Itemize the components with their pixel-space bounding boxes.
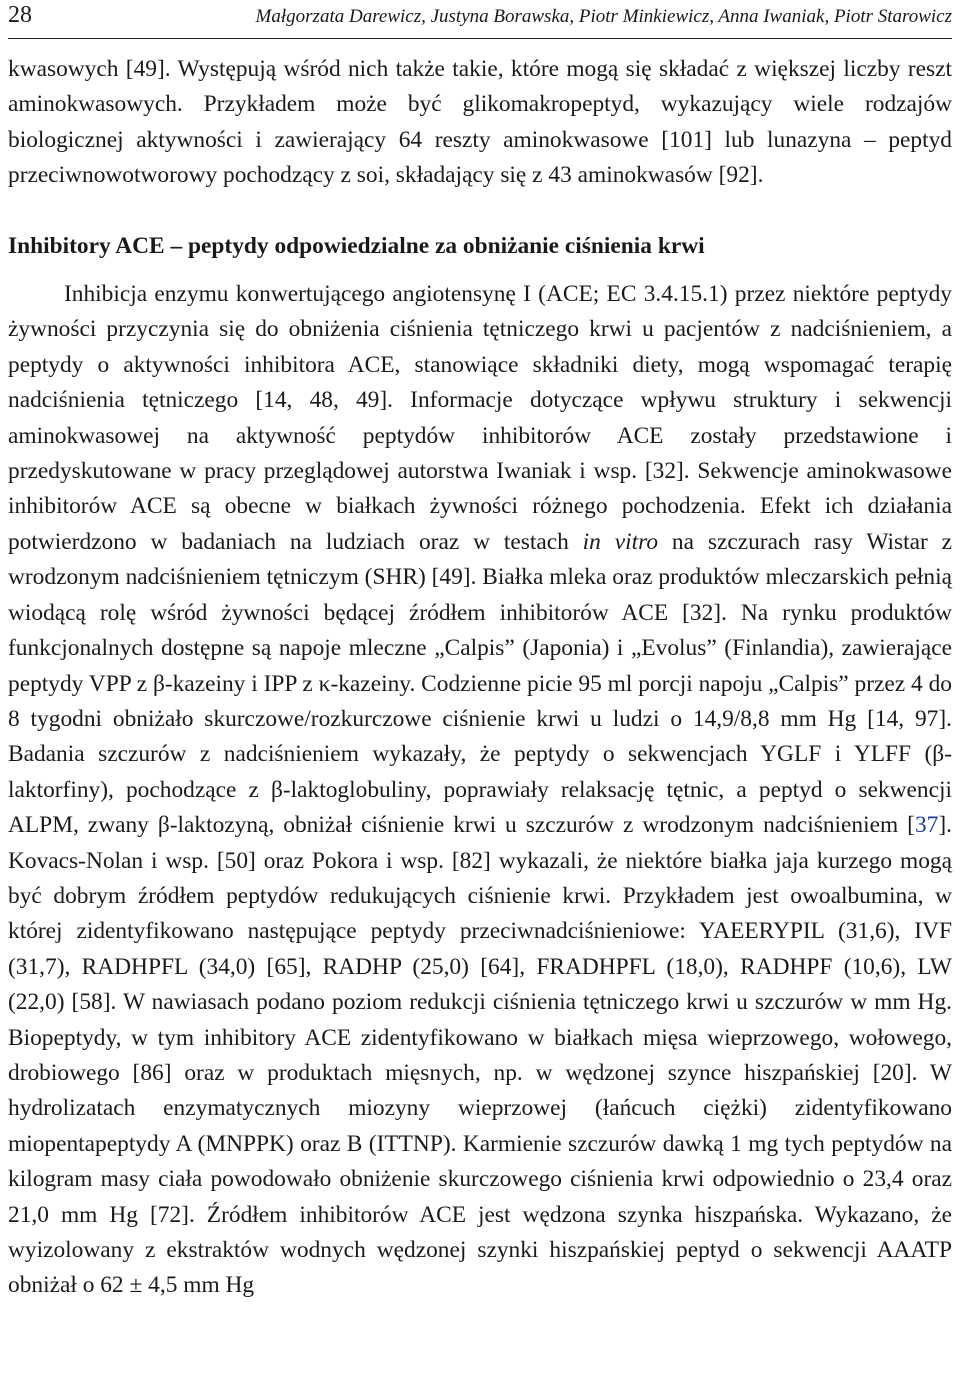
paragraph-text-part3: ]. Kovacs-Nolan i wsp. [50] oraz Pokora i wsp. [82] wykazali, że niektóre białka jaja kurzego mogą być dobrym źródłem peptydów redukujących ciśnienie krwi. Przykładem jest owoalbumina, w której zidentyfikowano następujące peptydy przeciwnadciśnieniowe: YAEERYPIL (31,6), IVF (31,7), RADHPFL (34,0) [65], RADHP (25,0) [64], FRADHPFL (18,0), RADHPF (10,6), LW (22,0) [58]. W nawiasach podano poziom redukcji ciśnienia tętniczego krwi u szczurów w mm Hg. Biopeptydy, w tym inhibitory ACE zidentyfikowano w białkach mięsa wieprzowego, wołowego, drobiowego [86] oraz w produktach mięsnych, np. w wędzonej szynce hiszpańskiej [20]. W hydrolizatach enzymatycznych miozyny wieprzowej (łańcuch ciężki) zidentyfikowano miopentapeptydy A (MNPPK) oraz B (ITTNP). Karmienie szczurów dawką 1 mg tych peptydów na kilogram masy ciała powodowało obniżenie skurczowego ciśnienia krwi odpowiednio o 23,4 oraz 21,0 mm Hg [72]. Źródłem inhibitorów ACE jest wędzona szynka hiszpańska. Wykazano, że wyizolowany z ekstraktów wodnych wędzonej szynki hiszpańskiej peptyd o sekwencji AAATP obniżał o 62 ± 4,5 mm Hg [8,812,952,1299]
page-number: 28 [8,2,32,28]
header-rule [8,38,952,39]
running-header [8,0,952,36]
paragraph-ace-inhibitors [8,277,952,1304]
reference-link[interactable]: 37 [914,812,939,839]
running-header-authors: Małgorzata Darewicz, Justyna Borawska, Piotr Minkiewicz, Anna Iwaniak, Piotr Starowicz [255,6,952,27]
italic-in-vitro: in vitro [582,528,659,555]
paragraph-text-part2: na szczurach rasy Wistar z wrodzonym nadciśnieniem tętniczym (SHR) [49]. Białka mleka oraz produktów mleczarskich pełnią wiodącą rolę wśród żywności będącej źródłem inhibitorów ACE [32]. Na rynku produktów funkcjonalnych dostępne są napoje mleczne „Calpis” (Japonia) i „Evolus” (Finlandia), zawierające peptydy VPP z β-kazeiny i IPP z κ-kazeiny. Codzienne picie 95 ml porcji napoju „Calpis” przez 4 do 8 tygodni obniżało skurczowe/rozkurczowe ciśnienie krwi u ludzi o 14,9/8,8 mm Hg [14, 97]. Badania szczurów z nadciśnieniem wykazały, że peptydy o sekwencjach YGLF i YLFF (β-laktorfiny), pochodzące z β-laktoglobuliny, poprawiały relaksację tętnic, a peptyd o sekwencji ALPM, zwany β-laktozyną, obniżał ciśnienie krwi u szczurów z wrodzonym nadciśnieniem [ [8,528,952,839]
paragraph-continuation: kwasowych [49]. Występują wśród nich także takie, które mogą się składać z większej liczby reszt aminokwasowych. Przykładem może być glikomakropeptyd, wykazujący wiele rodzajów biologicznej aktywności i zawierający 64 reszty aminokwasowe [101] lub lunazyna – peptyd przeciwnowotworowy pochodzący z soi, składający się z 43 aminokwasów [92]. [8,56,952,189]
section-heading: Inhibitory ACE – peptydy odpowiedzialne za obniżanie ciśnienia krwi [8,232,705,259]
paragraph-text-part1: Inhibicja enzymu konwertującego angiotensynę I (ACE; EC 3.4.15.1) przez niektóre peptydy żywności przyczynia się do obniżenia ciśnienia tętniczego krwi u pacjentów z nadciśnieniem, a peptydy o aktywności inhibitora ACE, stanowiące składniki diety, mogą wspomagać terapię nadciśnienia tętniczego [14, 48, 49]. Informacje dotyczące wpływu struktury i sekwencji aminokwasowej na aktywność peptydów inhibitorów ACE zostały przedstawione i przedyskutowane w pracy przeglądowej autorstwa Iwaniak i wsp. [32]. Sekwencje aminokwasowe inhibitorów ACE są obecne w białkach żywności różnego pochodzenia. Efekt ich działania potwierdzono w badaniach na ludziach oraz w testach [8,281,952,555]
page-body [8,52,952,1304]
